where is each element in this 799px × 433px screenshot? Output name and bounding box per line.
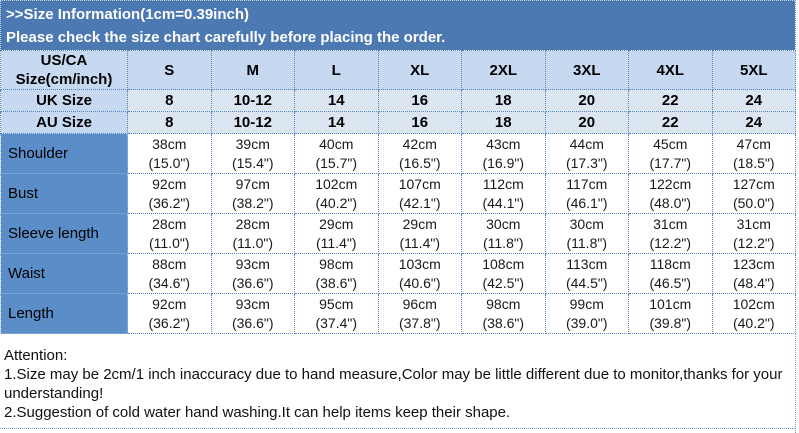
- cm-value: 113cm: [566, 255, 608, 272]
- sleeve-length-cell: [128, 214, 212, 254]
- length-cell: [295, 294, 379, 334]
- inch-value: (48.4"): [732, 274, 775, 291]
- cm-value: 31cm: [653, 215, 688, 232]
- cm-value: 92cm: [152, 175, 187, 192]
- inch-value: (11.0"): [148, 234, 190, 251]
- cm-value: 96cm: [402, 295, 437, 312]
- bust-cell: [462, 174, 546, 214]
- uk-size-value: 10-12: [211, 90, 295, 112]
- sleeve-length-cell: [712, 214, 796, 254]
- au-size-value: 24: [712, 112, 796, 134]
- shoulder-cell: [629, 134, 713, 174]
- cm-value: 118cm: [649, 255, 691, 272]
- inch-value: (37.8"): [398, 314, 441, 331]
- inch-value: (17.7"): [649, 154, 692, 171]
- cm-value: 93cm: [235, 295, 270, 312]
- cm-value: 127cm: [732, 175, 775, 192]
- cm-value: 93cm: [235, 255, 270, 272]
- inch-value: (12.2"): [649, 234, 692, 251]
- cm-value: 88cm: [152, 255, 187, 272]
- inch-value: (17.3"): [565, 154, 608, 171]
- banner: [0, 0, 795, 50]
- cm-value: 101cm: [649, 295, 692, 312]
- inch-value: (11.0"): [232, 234, 273, 251]
- waist-label: Waist: [1, 254, 128, 294]
- bust-cell: [629, 174, 713, 214]
- shoulder-cell: [211, 134, 295, 174]
- uk-size-label: UK Size: [1, 90, 128, 112]
- cm-value: 31cm: [736, 215, 771, 232]
- inch-value: (39.8"): [649, 314, 692, 331]
- cm-value: 38cm: [152, 135, 187, 152]
- uk-size-value: 16: [378, 90, 462, 112]
- inch-value: (15.7"): [315, 154, 358, 171]
- inch-value: (36.6"): [231, 314, 274, 331]
- inch-value: (48.0"): [649, 194, 692, 211]
- inch-value: (36.2"): [148, 194, 191, 211]
- inch-value: (37.4"): [315, 314, 358, 331]
- size-column-m: M: [211, 51, 295, 90]
- bust-label: Bust: [1, 174, 128, 214]
- shoulder-cell: [378, 134, 462, 174]
- inch-value: (15.0"): [148, 154, 191, 171]
- shoulder-cell: [295, 134, 379, 174]
- sleeve-length-cell: [378, 214, 462, 254]
- cm-value: 117cm: [566, 175, 608, 192]
- inch-value: (12.2"): [732, 234, 775, 251]
- cm-value: 108cm: [482, 255, 525, 272]
- bust-cell: [128, 174, 212, 214]
- cm-value: 43cm: [486, 135, 521, 152]
- corner-header: [1, 51, 128, 90]
- inch-value: (44.1"): [482, 194, 525, 211]
- au-size-value: 20: [545, 112, 629, 134]
- cm-value: 47cm: [736, 135, 771, 152]
- cm-value: 103cm: [398, 255, 441, 272]
- size-header-row: [1, 51, 796, 90]
- length-row: [1, 294, 796, 334]
- attention-heading: Attention:: [4, 347, 68, 364]
- inch-value: (38.6"): [482, 314, 525, 331]
- sleeve-length-row: [1, 214, 796, 254]
- shoulder-label: Shoulder: [1, 134, 128, 174]
- uk-size-value: 8: [128, 90, 212, 112]
- uk-size-row: [1, 90, 796, 112]
- length-cell: [629, 294, 713, 334]
- sleeve-length-cell: [295, 214, 379, 254]
- au-size-value: 14: [295, 112, 379, 134]
- bust-cell: [378, 174, 462, 214]
- waist-cell: [712, 254, 796, 294]
- bust-cell: [211, 174, 295, 214]
- cm-value: 44cm: [569, 135, 604, 152]
- cm-value: 123cm: [732, 255, 775, 272]
- length-cell: [545, 294, 629, 334]
- inch-value: (40.2"): [732, 314, 775, 331]
- cm-value: 107cm: [398, 175, 441, 192]
- corner-header-line2: Size(cm/inch): [15, 71, 113, 88]
- size-column-l: L: [295, 51, 379, 90]
- cm-value: 45cm: [653, 135, 688, 152]
- cm-value: 29cm: [319, 215, 354, 232]
- length-cell: [462, 294, 546, 334]
- cm-value: 97cm: [235, 175, 270, 192]
- size-column-4xl: 4XL: [629, 51, 713, 90]
- cm-value: 40cm: [319, 135, 354, 152]
- inch-value: (38.2"): [231, 194, 274, 211]
- cm-value: 29cm: [402, 215, 437, 232]
- size-column-5xl: 5XL: [712, 51, 796, 90]
- banner-title: >>Size Information(1cm=0.39inch): [6, 6, 249, 23]
- inch-value: (40.6"): [398, 274, 441, 291]
- au-size-value: 22: [629, 112, 713, 134]
- uk-size-value: 14: [295, 90, 379, 112]
- sleeve-length-label: Sleeve length: [1, 214, 128, 254]
- inch-value: (36.6"): [231, 274, 274, 291]
- waist-cell: [629, 254, 713, 294]
- bust-cell: [295, 174, 379, 214]
- size-table: [0, 50, 796, 334]
- inch-value: (11.4"): [399, 234, 440, 251]
- inch-value: (34.6"): [148, 274, 191, 291]
- sleeve-length-cell: [545, 214, 629, 254]
- size-table-head: [1, 51, 796, 90]
- sleeve-length-cell: [211, 214, 295, 254]
- cm-value: 102cm: [315, 175, 358, 192]
- length-cell: [211, 294, 295, 334]
- uk-size-value: 20: [545, 90, 629, 112]
- cm-value: 95cm: [319, 295, 354, 312]
- au-size-value: 10-12: [211, 112, 295, 134]
- inch-value: (36.2"): [148, 314, 191, 331]
- cm-value: 99cm: [569, 295, 604, 312]
- sleeve-length-cell: [462, 214, 546, 254]
- waist-cell: [378, 254, 462, 294]
- inch-value: (15.4"): [231, 154, 274, 171]
- waist-cell: [295, 254, 379, 294]
- cm-value: 98cm: [319, 255, 354, 272]
- cm-value: 92cm: [152, 295, 187, 312]
- attention-note-2: 2.Suggestion of cold water hand washing.It can help items keep their shape.: [4, 404, 511, 421]
- au-size-label: AU Size: [1, 112, 128, 134]
- sleeve-length-cell: [629, 214, 713, 254]
- uk-size-value: 22: [629, 90, 713, 112]
- waist-row: [1, 254, 796, 294]
- inch-value: (39.0"): [565, 314, 608, 331]
- inch-value: (38.6"): [315, 274, 358, 291]
- waist-cell: [545, 254, 629, 294]
- shoulder-cell: [545, 134, 629, 174]
- cm-value: 28cm: [235, 215, 270, 232]
- shoulder-cell: [462, 134, 546, 174]
- size-column-s: S: [128, 51, 212, 90]
- au-size-value: 8: [128, 112, 212, 134]
- bust-row: [1, 174, 796, 214]
- au-size-row: [1, 112, 796, 134]
- inch-value: (16.5"): [398, 154, 441, 171]
- shoulder-row: [1, 134, 796, 174]
- inch-value: (16.9"): [482, 154, 525, 171]
- uk-size-value: 18: [462, 90, 546, 112]
- uk-size-value: 24: [712, 90, 796, 112]
- cm-value: 30cm: [569, 215, 604, 232]
- waist-cell: [211, 254, 295, 294]
- au-size-value: 16: [378, 112, 462, 134]
- length-cell: [128, 294, 212, 334]
- attention-note-1: 1.Size may be 2cm/1 inch inaccuracy due to hand measure,Color may be little different due to monitor,thanks for your understanding!: [4, 366, 783, 402]
- size-table-body: [1, 90, 796, 334]
- size-column-2xl: 2XL: [462, 51, 546, 90]
- cm-value: 42cm: [402, 135, 437, 152]
- bust-cell: [545, 174, 629, 214]
- corner-header-line1: US/CA: [40, 52, 88, 69]
- cm-value: 112cm: [482, 175, 524, 192]
- length-label: Length: [1, 294, 128, 334]
- cm-value: 122cm: [649, 175, 692, 192]
- inch-value: (42.5"): [482, 274, 525, 291]
- au-size-value: 18: [462, 112, 546, 134]
- inch-value: (50.0"): [732, 194, 775, 211]
- cm-value: 30cm: [486, 215, 521, 232]
- inch-value: (11.8"): [566, 234, 607, 251]
- inch-value: (44.5"): [565, 274, 608, 291]
- size-column-3xl: 3XL: [545, 51, 629, 90]
- cm-value: 98cm: [486, 295, 521, 312]
- size-column-xl: XL: [378, 51, 462, 90]
- length-cell: [378, 294, 462, 334]
- cm-value: 28cm: [152, 215, 187, 232]
- cm-value: 102cm: [732, 295, 775, 312]
- waist-cell: [128, 254, 212, 294]
- inch-value: (11.4"): [315, 234, 357, 251]
- banner-subtitle: Please check the size chart carefully before placing the order.: [6, 29, 446, 46]
- inch-value: (11.8"): [482, 234, 524, 251]
- attention-section: [0, 334, 795, 429]
- inch-value: (46.5"): [649, 274, 692, 291]
- waist-cell: [462, 254, 546, 294]
- length-cell: [712, 294, 796, 334]
- inch-value: (46.1"): [565, 194, 608, 211]
- inch-value: (18.5"): [732, 154, 775, 171]
- shoulder-cell: [128, 134, 212, 174]
- cm-value: 39cm: [235, 135, 270, 152]
- inch-value: (40.2"): [315, 194, 358, 211]
- shoulder-cell: [712, 134, 796, 174]
- inch-value: (42.1"): [398, 194, 441, 211]
- bust-cell: [712, 174, 796, 214]
